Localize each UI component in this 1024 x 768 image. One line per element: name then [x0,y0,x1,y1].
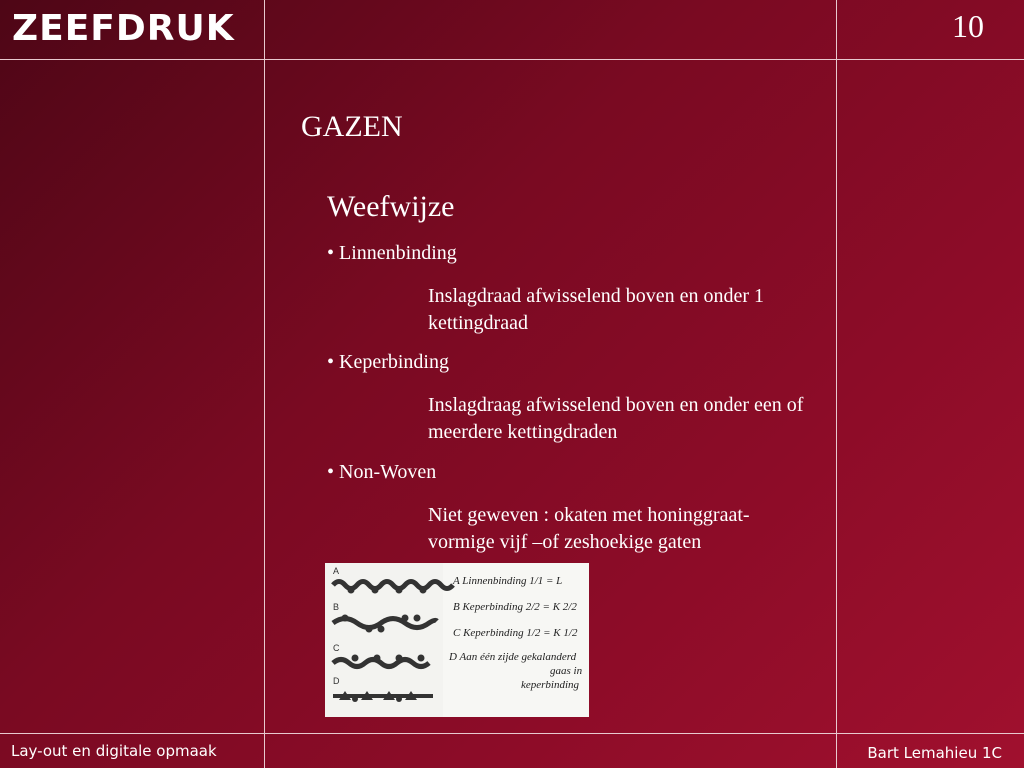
desc-keperbinding: Inslagdraag afwisselend boven en onder een of meerdere kettingdraden [428,394,804,443]
figure-letter-c: C [333,643,340,653]
page-number: 10 [952,8,984,44]
caption-d-line3: keperbinding [521,679,580,691]
figure-letter-b: B [333,602,340,612]
caption-c: C Keperbinding 1/2 = K 1/2 [453,627,578,639]
caption-b: B Keperbinding 2/2 = K 2/2 [453,601,577,613]
caption-a: A Linnenbinding 1/1 = L [453,575,563,587]
figure-letter-d: D [333,676,340,686]
bullet-linnenbinding: • Linnenbinding [327,242,457,264]
desc-non-woven: Niet geweven : okaten met honinggraat-vormige vijf –of zeshoekige gaten [428,504,750,553]
weave-line-c [333,660,429,667]
caption-d: D Aan één zijde gekalanderd [449,651,577,663]
frame-line-bottom [0,733,1024,734]
footer-course: Lay-out en digitale opmaak [11,742,217,760]
figure-letter-a: A [333,566,340,576]
weave-diagram-image [325,563,589,717]
bullet-keperbinding: • Keperbinding [327,351,449,373]
subtitle: Weefwijze [327,190,455,223]
frame-line-top [0,59,1024,60]
bullet-non-woven: • Non-Woven [327,461,437,483]
brand-title: ZEEFDRUK [12,8,235,49]
footer-author: Bart Lemahieu 1C [867,744,1002,762]
weave-line-b [333,619,437,628]
section-title: GAZEN [301,110,403,143]
weave-diagram-svg [325,563,589,717]
frame-line-right [836,0,837,768]
desc-linnenbinding: Inslagdraad afwisselend boven en onder 1 kettingdraad [428,285,764,334]
frame-line-left [264,0,265,768]
caption-d-line2: gaas in [550,665,583,677]
